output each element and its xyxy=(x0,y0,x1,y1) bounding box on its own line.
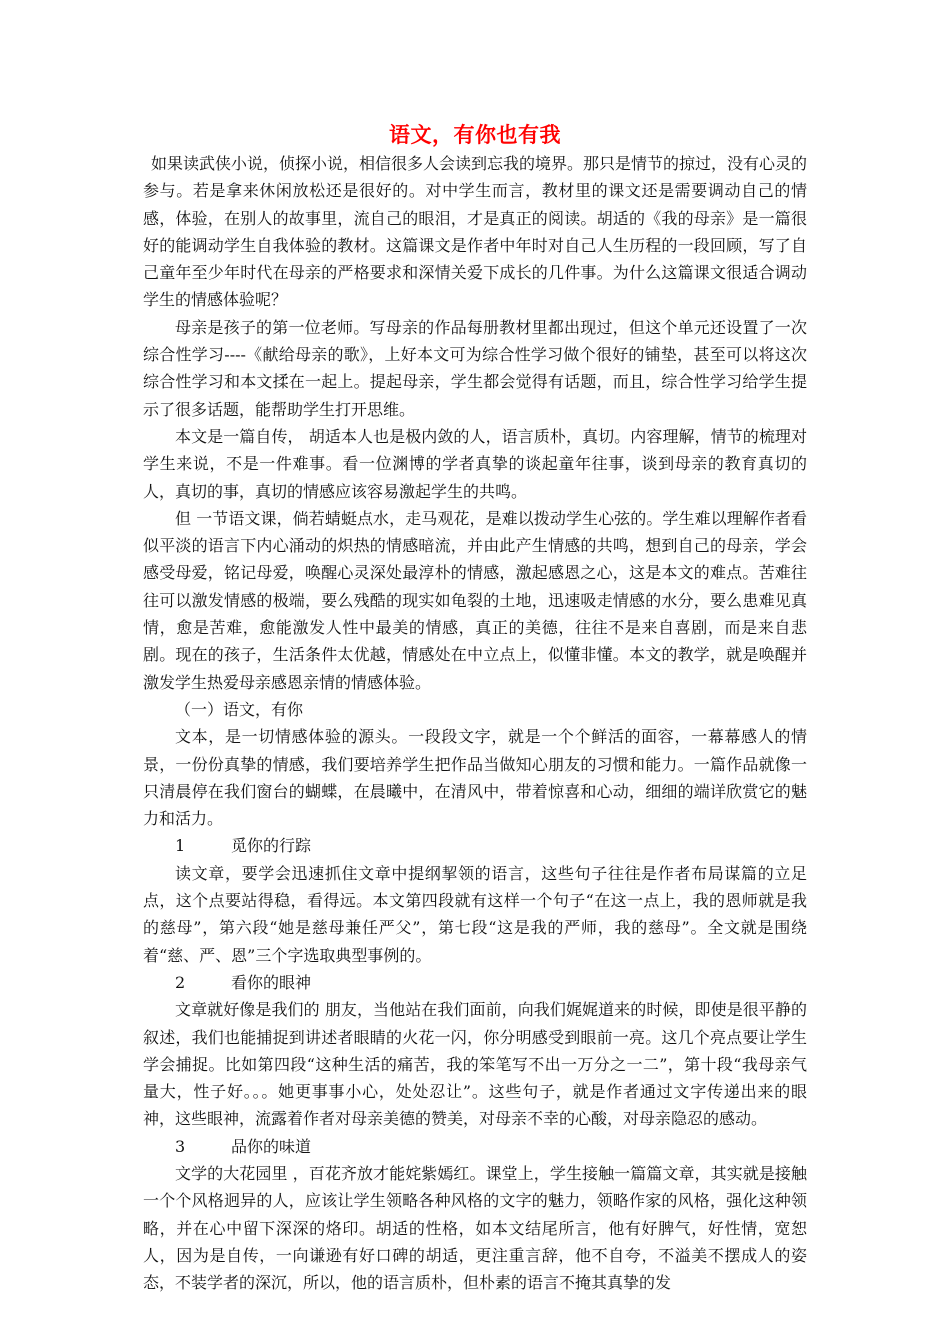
subheading-number: 2 xyxy=(175,972,186,992)
document-page xyxy=(143,120,807,1296)
subheading-number: 1 xyxy=(175,836,186,856)
subheading-3 xyxy=(143,1133,807,1160)
document-title: 语文，有你也有我 xyxy=(389,122,561,147)
subheading-2 xyxy=(143,969,807,996)
paragraph-difficulty: 但 一节语文课，倘若蜻蜓点水，走马观花，是难以拨动学生心弦的。学生难以理解作者看似平淡的语言下内心涌动的炽热的情感暗流，并由此产生情感的共鸣，想到自己的母亲，学会感受母爱，铭记母爱，唤醒心灵深处最淳朴的情感，激起感恩之心，这是本文的难点。苦难往往可以激发情感的极端，要么残酷的现实如龟裂的土地，迅速吸走情感的水分，要么患难见真情，愈是苦难，愈能激发人性中最美的情感，真正的美德，往往不是来自喜剧，而是来自悲剧。现在的孩子，生活条件太优越，情感处在中立点上，似懂非懂。本文的教学，就是唤醒并激发学生热爱母亲感恩亲情的情感体验。 xyxy=(143,508,807,692)
subheading-text: 看你的眼神 xyxy=(231,972,312,992)
paragraph-mother: 母亲是孩子的第一位老师。写母亲的作品每册教材里都出现过，但这个单元还设置了一次综合性学习----《献给母亲的歌》，上好本文可为综合性学习做个很好的铺垫，甚至可以将这次综合性学习和本文揉在一起上。提起母亲，学生都会觉得有话题，而且，综合性学习给学生提示了很多话题，能帮助学生打开思维。 xyxy=(143,317,807,419)
paragraph-autobiography: 本文是一篇自传， 胡适本人也是极内敛的人，语言质朴，真切。内容理解，情节的梳理对学生来说，不是一件难事。看一位渊博的学者真挚的谈起童年往事，谈到母亲的教育真切的人，真切的事，真切的情感应该容易激起学生的共鸣。 xyxy=(143,426,807,501)
paragraph-intro: 如果读武侠小说，侦探小说，相信很多人会读到忘我的境界。那只是情节的掠过，没有心灵的参与。若是拿来休闲放松还是很好的。对中学生而言，教材里的课文还是需要调动自己的情感，体验，在别人的故事里，流自己的眼泪，才是真正的阅读。胡适的《我的母亲》是一篇很好的能调动学生自我体验的教材。这篇课文是作者中年时对自己人生历程的一段回顾，写了自己童年至少年时代在母亲的严格要求和深情关爱下成长的几件事。为什么这篇课文很适合调动学生的情感体验呢？ xyxy=(143,154,808,310)
paragraph-style: 文学的大花园里 ，百花齐放才能姹紫嫣红。课堂上，学生接触一篇篇文章，其实就是接触一个个风格迥异的人，应该让学生领略各种风格的文字的魅力，领略作家的风格，强化这种领略，并在心中留下深深的烙印。胡适的性格，如本文结尾所言，他有好脾气，好性情，宽恕人，因为是自传，一向谦逊有好口碑的胡适，更注重言辞，他不自夸，不溢美不摆成人的姿态，不装学者的深沉，所以，他的语言质朴，但朴素的语言不掩其真挚的发 xyxy=(143,1163,807,1293)
subheading-text: 觅你的行踪 xyxy=(231,836,312,856)
subheading-number: 3 xyxy=(175,1136,186,1156)
paragraph-key-sentences: 读文章，要学会迅速抓住文章中提纲挈领的语言，这些句子往往是作者布局谋篇的立足点，这个点要站得稳，看得远。本文第四段就有这样一个句子“在这一点上，我的恩师就是我的慈母”，第六段“她是慈母兼任严父”，第七段“这是我的严师，我的慈母”。全文就是围绕着“慈、严、恩”三个字选取典型事例的。 xyxy=(143,863,807,965)
paragraph-highlights: 文章就好像是我们的 朋友，当他站在我们面前，向我们娓娓道来的时候，即使是很平静的叙述，我们也能捕捉到讲述者眼睛的火花一闪，你分明感受到眼前一亮。这几个亮点要让学生学会捕捉。比如第四段“这种生活的痛苦，我的笨笔写不出一万分之一二”，第十段“我母亲气量大，性子好。。。她更事事小心，处处忍让”。这些句子，就是作者通过文字传递出来的眼神，这些眼神，流露着作者对母亲美德的赞美，对母亲不幸的心酸，对母亲隐忍的感动。 xyxy=(143,1000,807,1129)
subheading-1 xyxy=(143,832,807,859)
section-heading-1: （一）语文，有你 xyxy=(175,699,304,719)
subheading-text: 品你的味道 xyxy=(231,1136,312,1156)
paragraph-text-source: 文本，是一切情感体验的源头。一段段文字，就是一个个鲜活的面容，一幕幕感人的情景，一份份真挚的情感，我们要培养学生把作品当做知心朋友的习惯和能力。一篇作品就像一只清晨停在我们窗台的蝴蝶，在晨曦中，在清风中，带着惊喜和心动，细细的端详欣赏它的魅力和活力。 xyxy=(143,727,807,829)
